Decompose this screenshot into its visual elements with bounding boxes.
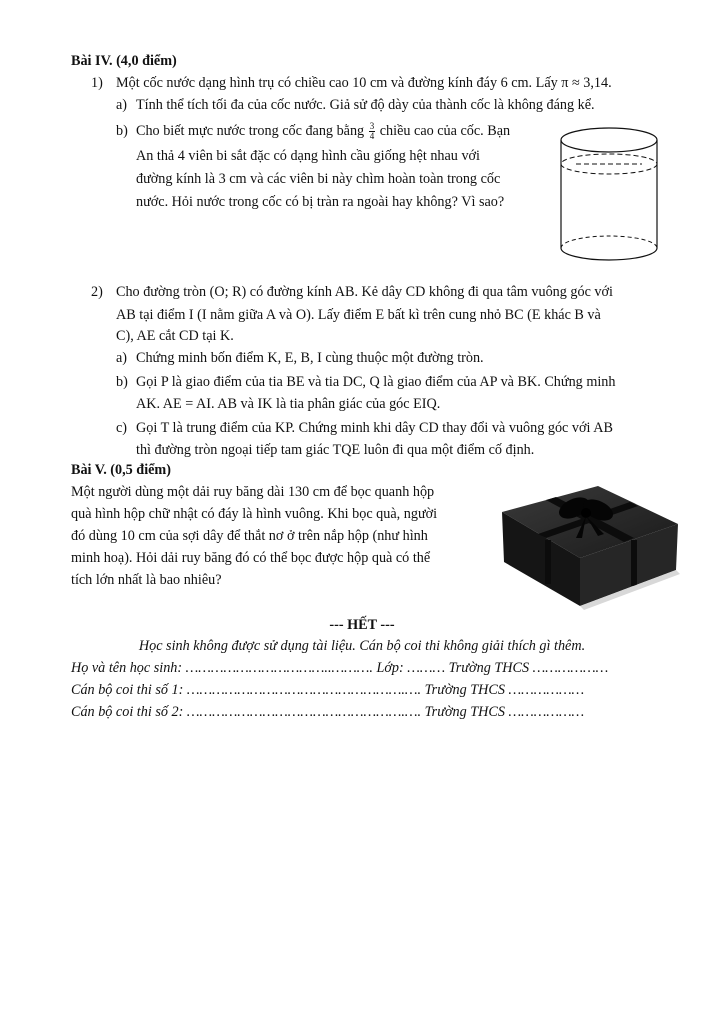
section-heading-bai4: Bài IV. (4,0 điểm) xyxy=(71,53,177,69)
proctor-2-line: Cán bộ coi thi số 2: …………………………………………….…. Trường THCS ……………… xyxy=(71,704,585,720)
cylinder-figure xyxy=(554,120,664,270)
problem-2-line: AB tại điểm I (I nằm giữa A và O). Lấy điểm E bất kì trên cung nhỏ BC (E khác B và xyxy=(116,307,601,323)
problem-1b-line: nước. Hỏi nước trong cốc có bị tràn ra ngoài hay không? Vì sao? xyxy=(136,194,505,210)
problem-1b-line: đường kính là 3 cm và các viên bi này chìm hoàn toàn trong cốc xyxy=(136,171,501,187)
fraction-denominator: 4 xyxy=(369,131,375,142)
problem-5-line: Một người dùng một dải ruy băng dài 130 cm để bọc quanh hộp xyxy=(71,484,435,500)
problem-1a-text: Tính thể tích tối đa của cốc nước. Giả sử độ dày của thành cốc là không đáng kể. xyxy=(136,97,595,113)
fraction xyxy=(369,122,376,141)
problem-1b-line: An thả 4 viên bi sắt đặc có dạng hình cầu giống hệt nhau với xyxy=(136,148,480,164)
problem-2c-line: Gọi T là trung điểm của KP. Chứng minh khi dây CD thay đổi và vuông góc với AB xyxy=(136,420,613,436)
problem-5-line: tích lớn nhất là bao nhiêu? xyxy=(71,572,222,588)
end-marker: --- HẾT --- xyxy=(329,617,395,633)
exam-note: Học sinh không được sử dụng tài liệu. Cán bộ coi thi không giải thích gì thêm. xyxy=(138,638,586,654)
problem-2c-line: thì đường tròn ngoại tiếp tam giác TQE luôn đi qua một điểm cố định. xyxy=(136,442,535,458)
proctor-1-line: Cán bộ coi thi số 1: …………………………………………….…. Trường THCS ……………… xyxy=(71,682,585,698)
problem-2-line: C), AE cắt CD tại K. xyxy=(116,328,234,344)
item-number: 1) xyxy=(91,75,103,91)
problem-2a-text: Chứng minh bốn điểm K, E, B, I cùng thuộc một đường tròn. xyxy=(136,350,484,366)
section-heading-bai5: Bài V. (0,5 điểm) xyxy=(71,462,171,478)
fraction-numerator: 3 xyxy=(369,121,375,132)
problem-5-line: đó dùng 10 cm của sợi dây để thắt nơ ở trên nắp hộp (như hình xyxy=(71,528,428,544)
subitem-label: b) xyxy=(116,123,128,139)
problem-1b-line xyxy=(136,122,510,141)
gift-box-image xyxy=(494,466,682,612)
text: chiều cao của cốc. Bạn xyxy=(379,123,511,139)
subitem-label: a) xyxy=(116,350,128,366)
student-info-line: Họ và tên học sinh: ……………………………..………. Lớp: ……… Trường THCS ……………… xyxy=(71,660,609,676)
text: Cho biết mực nước trong cốc đang bằng xyxy=(136,123,365,139)
subitem-label: b) xyxy=(116,374,128,390)
problem-5-line: minh hoạ). Hỏi dải ruy băng đó có thể bọc được hộp quà có thể xyxy=(71,550,431,566)
item-number: 2) xyxy=(91,284,103,300)
problem-2b-line: AK. AE = AI. AB và IK là tia phân giác của góc EIQ. xyxy=(136,396,441,412)
subitem-label: c) xyxy=(116,420,128,436)
problem-5-line: quà hình hộp chữ nhật có đáy là hình vuông. Khi bọc quà, người xyxy=(71,506,438,522)
problem-2-line: Cho đường tròn (O; R) có đường kính AB. Kẻ dây CD không đi qua tâm vuông góc với xyxy=(116,284,613,300)
problem-2b-line: Gọi P là giao điểm của tia BE và tia DC, Q là giao điểm của AP và BK. Chứng minh xyxy=(136,374,616,390)
problem-1-statement: Một cốc nước dạng hình trụ có chiều cao 10 cm và đường kính đáy 6 cm. Lấy π ≈ 3,14. xyxy=(116,75,612,91)
subitem-label: a) xyxy=(116,97,128,113)
